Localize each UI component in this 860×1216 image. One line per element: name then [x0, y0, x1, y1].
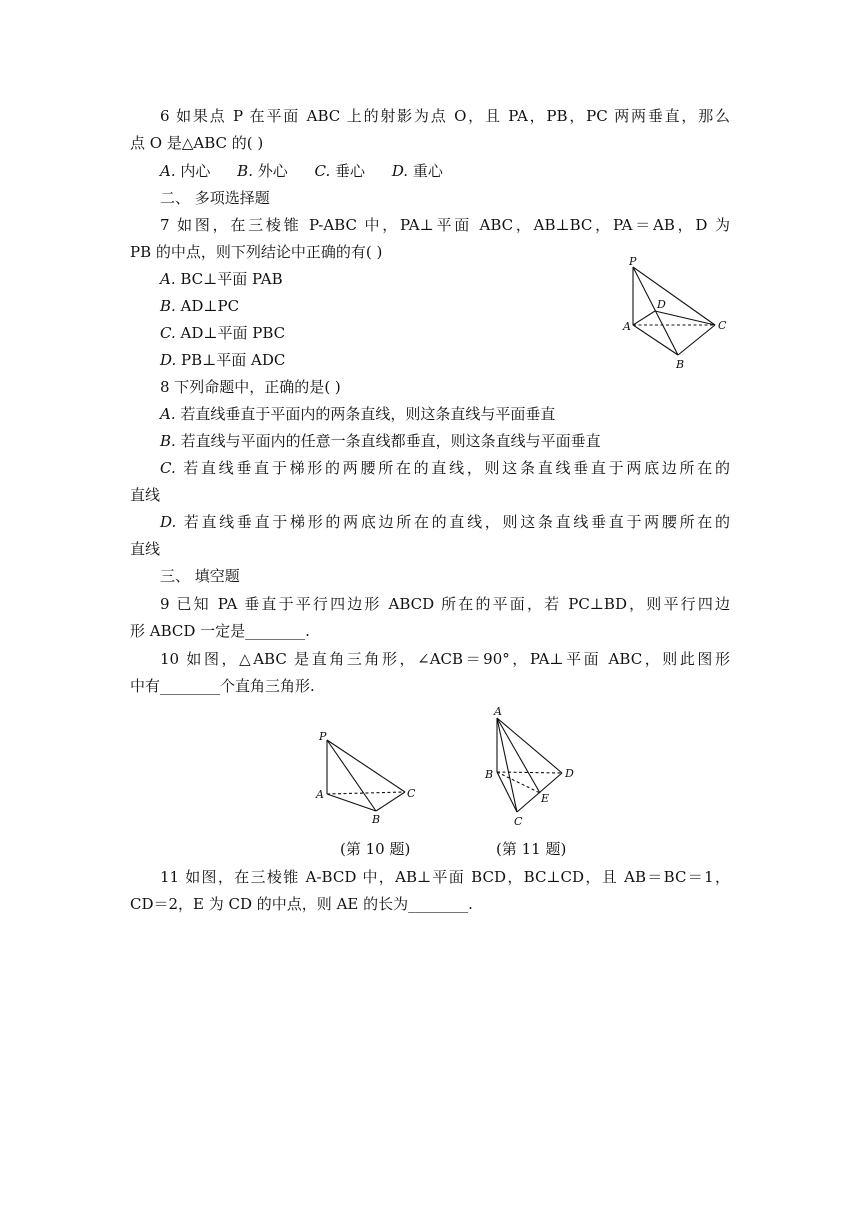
q8-option-d-letter: D. — [160, 513, 177, 531]
edge-bc — [497, 772, 517, 812]
edge-bd — [497, 772, 562, 773]
q8-option-a-text: 若直线垂直于平面内的两条直线，则这条直线与平面垂直 — [175, 405, 556, 423]
q6-option-c-text: 垂心 — [330, 162, 366, 180]
q8-option-d — [160, 511, 730, 533]
q6-option-c — [315, 160, 366, 182]
q11-label-e: E — [541, 792, 550, 805]
edge-ad — [633, 311, 655, 325]
q10-line2: 中有________个直角三角形. — [130, 677, 315, 695]
q8-option-c — [160, 457, 730, 479]
q7-line1: 7 如图，在三棱锥 P-ABC 中，PA⊥平面 ABC，AB⊥BC，PA＝AB，D 为 — [160, 216, 730, 234]
q8-option-b-text: 若直线与平面内的任意一条直线都垂直，则这条直线与平面垂直 — [175, 432, 601, 450]
q6-option-b-letter: B. — [237, 162, 253, 180]
q7-figure — [618, 255, 738, 375]
edge-ab — [327, 794, 376, 811]
q6-options — [160, 160, 730, 182]
q7-option-b-letter: B. — [160, 297, 176, 315]
q6-option-b-text: 外心 — [252, 162, 288, 180]
edge-pc — [633, 267, 715, 325]
q11-label-d: D — [565, 767, 574, 780]
q6-option-c-letter: C. — [314, 162, 331, 180]
q6-option-d-letter: D. — [391, 162, 409, 180]
edge-pc — [327, 740, 405, 792]
q7-option-a-letter: A. — [160, 270, 176, 288]
q10-label-a: A — [316, 788, 324, 801]
q6-option-a — [160, 160, 210, 182]
edge-ae — [497, 718, 540, 793]
q8-option-a — [160, 403, 730, 425]
q10-line1: 10 如图，△ABC 是直角三角形，∠ACB＝90°，PA⊥平面 ABC，则此图形 — [160, 650, 730, 668]
q7-option-d-letter: D. — [160, 351, 177, 369]
q8-line1: 8 下列命题中，正确的是( ) — [160, 378, 341, 396]
edge-cd — [517, 773, 562, 812]
q10-label-b: B — [372, 813, 381, 826]
q11-line2: CD＝2，E 为 CD 的中点，则 AE 的长为________. — [130, 895, 473, 913]
q8-option-a-letter: A. — [160, 405, 176, 423]
q6-line2: 点 O 是△ABC 的( ) — [130, 134, 264, 152]
q6-option-b — [237, 160, 288, 182]
q6-option-d-text: 重心 — [408, 162, 443, 180]
q8-option-c-text: 若直线垂直于梯形的两腰所在的直线，则这条直线垂直于两底边所在的 — [175, 459, 730, 477]
q10-label-p: P — [319, 730, 327, 743]
q8-option-b — [160, 430, 730, 452]
q7-option-a-text: BC⊥平面 PAB — [175, 270, 283, 288]
q7-option-c-letter: C. — [160, 324, 176, 342]
q7-line2: PB 的中点，则下列结论中正确的有( ) — [130, 243, 383, 261]
q8-option-d-cont: 直线 — [130, 540, 161, 558]
q11-label-c: C — [514, 815, 523, 828]
q7-label-p: P — [629, 255, 637, 268]
q8-option-c-cont: 直线 — [130, 486, 161, 504]
q11-label-b: B — [485, 768, 494, 781]
q11-caption: (第 11 题) — [496, 840, 567, 858]
q11-line1: 11 如图，在三棱锥 A-BCD 中，AB⊥平面 BCD，BC⊥CD，且 AB＝BC＝1， — [160, 868, 730, 886]
q9-line1: 9 已知 PA 垂直于平行四边形 ABCD 所在的平面，若 PC⊥BD，则平行四边 — [160, 595, 730, 613]
q7-label-d: D — [657, 298, 666, 311]
q11-label-a: A — [494, 705, 502, 718]
q10-label-c: C — [407, 787, 416, 800]
q7-option-d-text: PB⊥平面 ADC — [176, 351, 286, 369]
q8-option-d-text: 若直线垂直于梯形的两底边所在的直线，则这条直线垂直于两腰所在的 — [176, 513, 730, 531]
edge-bc — [376, 792, 405, 811]
q6-option-a-text: 内心 — [175, 162, 211, 180]
q7-option-c-text: AD⊥平面 PBC — [175, 324, 286, 342]
q7-option-b-text: AD⊥PC — [175, 297, 240, 315]
q8-option-c-letter: C. — [160, 459, 176, 477]
q7-label-c: C — [718, 319, 727, 332]
q6-option-a-letter: A. — [160, 162, 176, 180]
section-heading-3: 三、 填空题 — [160, 567, 240, 585]
q6-line1: 6 如果点 P 在平面 ABC 上的射影为点 O，且 PA，PB，PC 两两垂直，那么 — [160, 107, 730, 125]
edge-pb — [327, 740, 376, 811]
q6-option-d — [392, 160, 443, 182]
q7-label-b: B — [676, 358, 685, 371]
q8-option-b-letter: B. — [160, 432, 176, 450]
edge-ac — [327, 792, 405, 794]
q9-line2: 形 ABCD 一定是________. — [130, 622, 310, 640]
edge-ab — [633, 325, 678, 355]
q11-figure — [480, 700, 595, 830]
q7-label-a: A — [623, 320, 631, 333]
edge-bc — [678, 325, 715, 355]
q10-figure — [310, 725, 425, 830]
section-heading-2: 二、 多项选择题 — [160, 189, 270, 207]
q10-caption: (第 10 题) — [340, 840, 411, 858]
